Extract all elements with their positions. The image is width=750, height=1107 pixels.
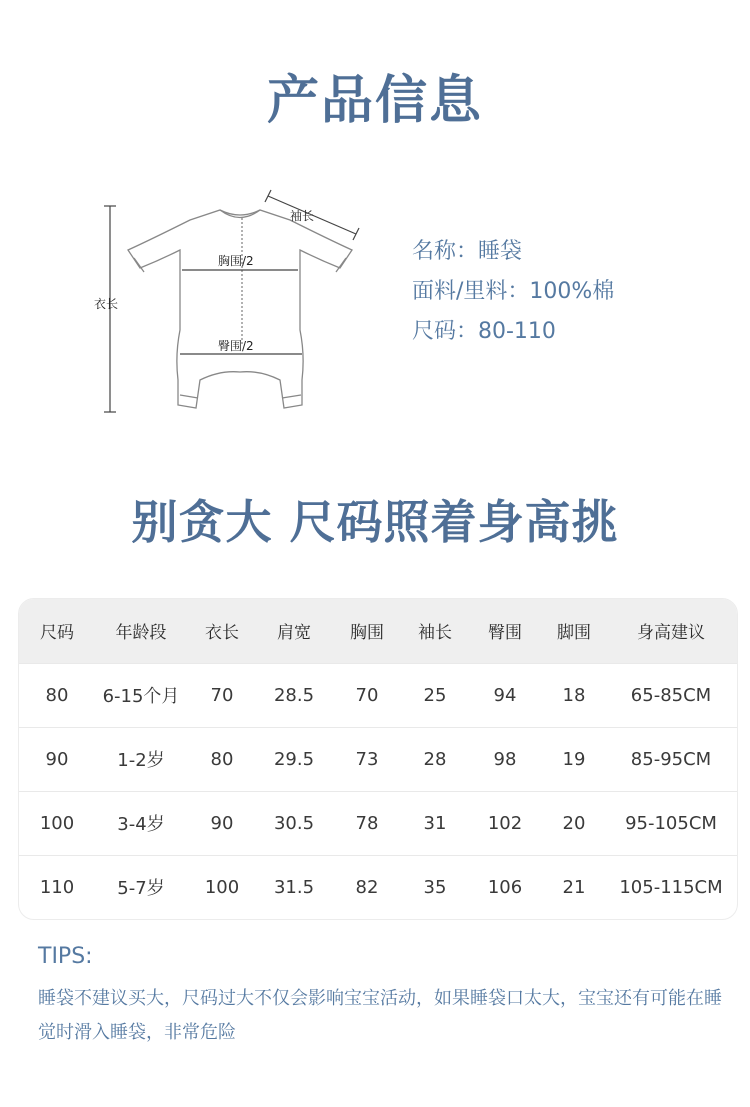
table-cell: 19 (562, 748, 586, 770)
table-cell: 100 (204, 876, 240, 898)
sleepsuit-outline (128, 210, 352, 408)
hip-label: 臀围/2 (218, 339, 254, 353)
product-info (412, 232, 614, 352)
table-cell: 70 (355, 684, 379, 706)
table-cell: 78 (355, 812, 379, 834)
table-cell: 73 (355, 748, 379, 770)
table-header-row (19, 599, 737, 663)
table-cell: 25 (423, 684, 447, 706)
table-cell: 31 (423, 812, 447, 834)
table-cell: 35 (423, 876, 447, 898)
table-cell: 70 (210, 684, 234, 706)
product-size: 尺码：80-110 (412, 319, 556, 344)
table-cell: 80 (45, 684, 69, 706)
table-cell: 102 (487, 812, 523, 834)
product-material: 面料/里料：100%棉 (412, 279, 615, 304)
product-name: 名称：睡袋 (412, 239, 523, 264)
header-cell: 臀围 (488, 623, 522, 644)
table-cell: 105-115CM (619, 876, 723, 898)
table-cell: 95-105CM (625, 812, 717, 834)
table-cell: 82 (355, 876, 379, 898)
table-row (19, 727, 737, 791)
header-cell: 尺码 (40, 623, 74, 644)
table-cell: 1-2岁 (117, 750, 165, 771)
table-cell: 20 (562, 812, 586, 834)
table-cell: 98 (493, 748, 517, 770)
table-cell: 90 (45, 748, 69, 770)
length-label: 衣长 (94, 297, 119, 311)
chest-label: 胸围/2 (218, 254, 254, 268)
table-row (19, 791, 737, 855)
header-cell: 袖长 (418, 623, 452, 644)
table-cell: 85-95CM (630, 748, 712, 770)
header-cell: 衣长 (205, 623, 239, 644)
header-cell: 胸围 (350, 623, 384, 644)
table-cell: 21 (562, 876, 586, 898)
table-cell: 110 (39, 876, 75, 898)
table-cell: 80 (210, 748, 234, 770)
table-cell: 3-4岁 (117, 814, 165, 835)
header-cell: 肩宽 (277, 623, 311, 644)
table-cell: 30.5 (273, 812, 315, 834)
table-cell: 28 (423, 748, 447, 770)
table-cell: 6-15个月 (102, 686, 180, 707)
table-cell: 106 (487, 876, 523, 898)
garment-diagram (90, 180, 380, 430)
table-row (19, 663, 737, 727)
page-title: 产品信息 (266, 71, 483, 131)
table-row (19, 855, 737, 919)
table-cell: 31.5 (273, 876, 315, 898)
tips-title: TIPS: (38, 944, 93, 969)
headline: 别贪大 尺码照着身高挑 (131, 495, 619, 549)
header-cell: 脚围 (557, 623, 591, 644)
table-cell: 90 (210, 812, 234, 834)
header-cell: 身高建议 (637, 623, 705, 644)
table-cell: 94 (493, 684, 517, 706)
table-cell: 29.5 (273, 748, 315, 770)
table-cell: 18 (562, 684, 586, 706)
table-cell: 5-7岁 (117, 878, 165, 900)
header-cell: 年龄段 (115, 623, 167, 644)
table-cell: 100 (39, 812, 75, 834)
size-table (18, 598, 738, 920)
table-cell: 28.5 (273, 684, 315, 706)
table-cell: 65-85CM (630, 684, 712, 706)
tips-text: 睡袋不建议买大，尺码过大不仅会影响宝宝活动，如果睡袋口太大，宝宝还有可能在睡觉时滑入睡袋，非常危险 (38, 988, 722, 1043)
sleeve-label: 袖长 (290, 209, 315, 223)
